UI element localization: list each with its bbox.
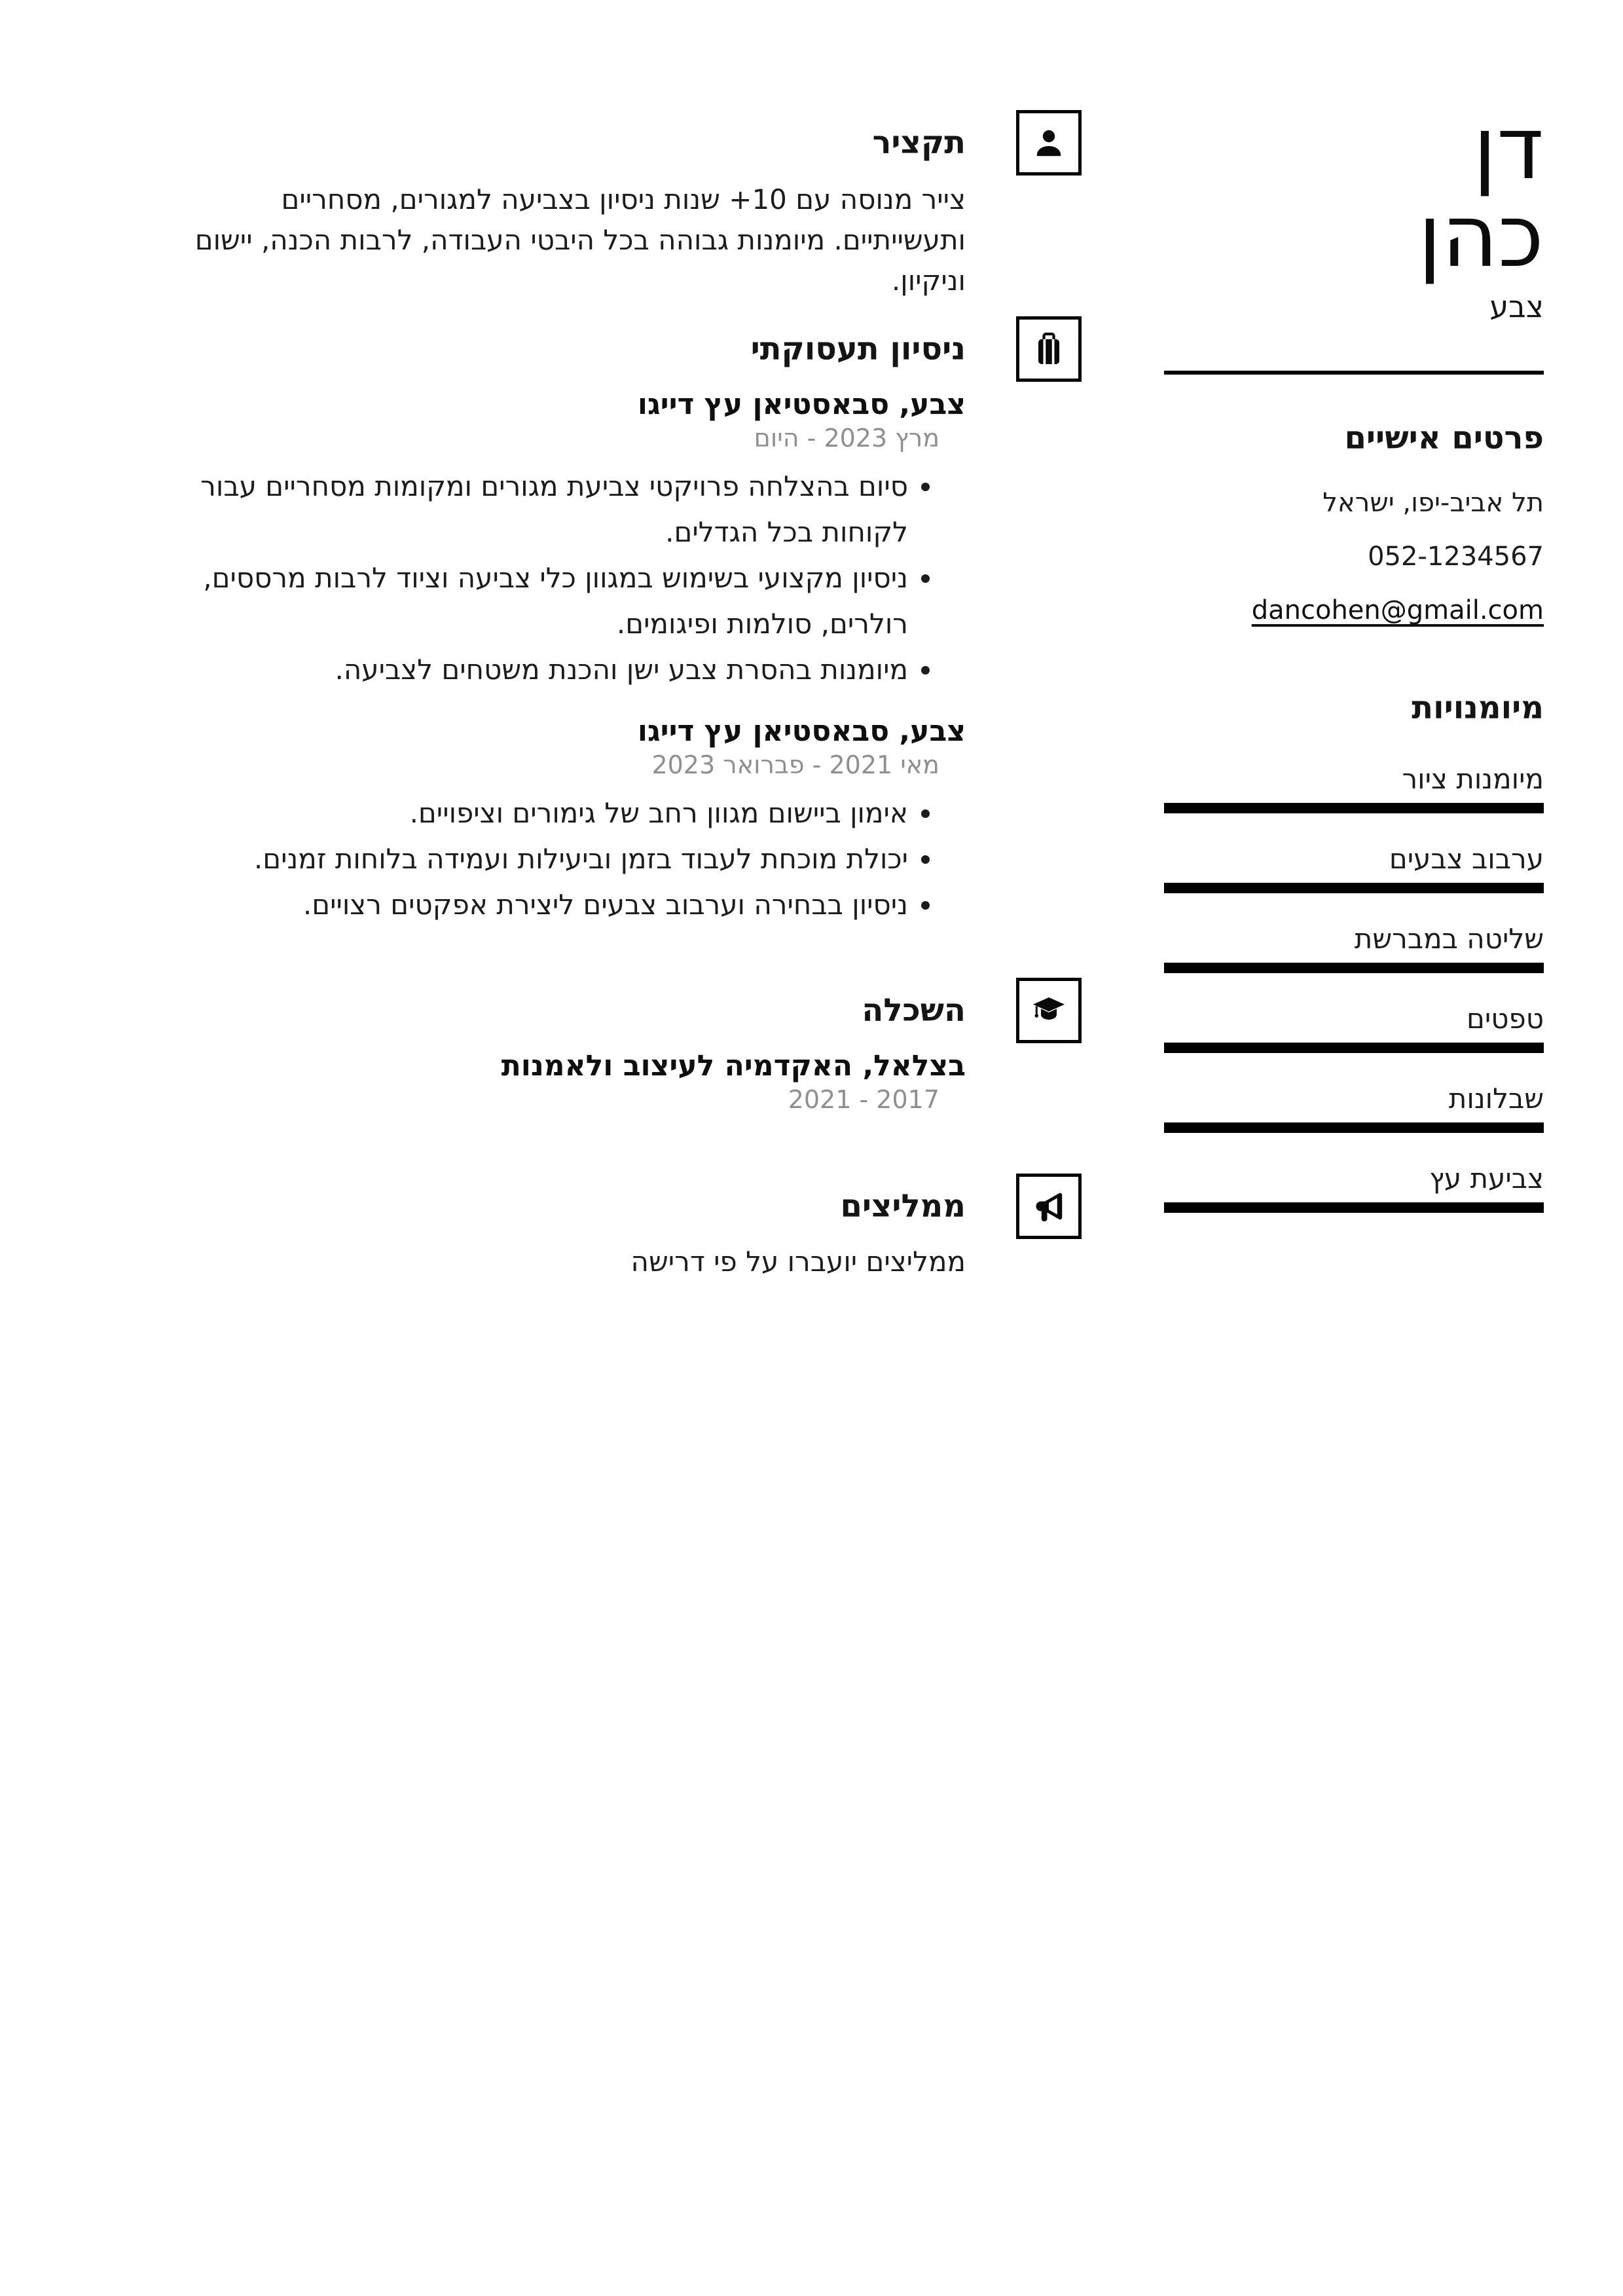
last-name: כהן xyxy=(1417,186,1544,287)
skill-row xyxy=(1164,1163,1544,1213)
skill-row xyxy=(1164,1003,1544,1053)
skill-bar-fill xyxy=(1164,883,1544,893)
sidebar-divider xyxy=(1164,371,1544,375)
skill-label: מיומנות ציור xyxy=(1402,763,1544,795)
skills-header: מיומנויות xyxy=(1412,690,1544,726)
job-title: צבע, סבאסטיאן עץ דייגו xyxy=(637,388,966,421)
skill-bar-fill xyxy=(1164,803,1544,813)
phone-text: 052-1234567 xyxy=(1368,542,1544,572)
references-title: ממליצים xyxy=(840,1188,966,1225)
personal-details-header: פרטים אישיים xyxy=(1344,420,1544,456)
skill-row xyxy=(1164,1083,1544,1133)
experience-title: ניסיון תעסוקתי xyxy=(750,331,966,367)
skill-label: שבלונות xyxy=(1448,1083,1544,1115)
skill-label: צביעת עץ xyxy=(1429,1162,1544,1194)
experience-body xyxy=(164,388,966,928)
skill-bar xyxy=(1164,883,1544,893)
education-dates: 2017 - 2021 xyxy=(788,1085,939,1114)
skill-bar xyxy=(1164,1043,1544,1053)
skill-label: ערבוב צבעים xyxy=(1389,843,1544,875)
location-text: תל אביב-יפו, ישראל xyxy=(1322,488,1544,518)
summary-body xyxy=(164,179,966,301)
skill-bar xyxy=(1164,1122,1544,1133)
skill-label: שליטה במברשת xyxy=(1354,923,1544,955)
job-title: צבע, סבאסטיאן עץ דייגו xyxy=(637,714,966,748)
skill-bar xyxy=(1164,1202,1544,1213)
skill-row xyxy=(1164,923,1544,973)
person-icon xyxy=(1016,110,1082,176)
job-bullet: • ניסיון בבחירה וערבוב צבעים ליצירת אפקטים רצויים. xyxy=(164,882,908,928)
skill-row xyxy=(1164,764,1544,813)
references-text: ממליצים יועברו על פי דרישה xyxy=(630,1246,966,1278)
briefcase-icon xyxy=(1016,316,1082,382)
job-bullet: • יכולת מוכחת לעבוד בזמן וביעילות ועמידה בלוחות זמנים. xyxy=(164,836,908,882)
candidate-name xyxy=(1164,98,1544,287)
summary-text: צייר מנוסה עם 10+ שנות ניסיון בצביעה למגורים, מסחריים ותעשייתיים. מיומנות גבוהה בכל היבטי העבודה, לרבות הכנה, יישום וניקיון. xyxy=(194,183,966,297)
megaphone-icon xyxy=(1016,1174,1082,1239)
education-body xyxy=(164,1049,966,1115)
section-references xyxy=(164,1174,1082,1310)
job-entry xyxy=(164,388,966,693)
job-bullet: • אימון ביישום מגוון רחב של גימורים וציפויים. xyxy=(164,790,908,836)
section-summary xyxy=(164,110,1082,329)
job-dates: מאי 2021 - פברואר 2023 xyxy=(651,750,939,779)
graduation-cap-icon xyxy=(1016,978,1082,1043)
section-experience xyxy=(164,316,1082,928)
job-dates: מרץ 2023 - היום xyxy=(754,424,939,453)
job-bullet: • סיום בהצלחה פרויקטי צביעת מגורים ומקומות מסחריים עבור לקוחות בכל הגדלים. xyxy=(164,464,908,555)
experience-section-header-row xyxy=(164,316,1082,382)
references-body xyxy=(164,1242,966,1282)
skills-list xyxy=(1164,764,1544,1243)
skill-bar-fill xyxy=(1164,1043,1544,1053)
skill-row xyxy=(1164,843,1544,893)
job-bullet-list xyxy=(164,464,966,693)
skill-label: טפטים xyxy=(1467,1003,1544,1035)
summary-section-header-row xyxy=(164,110,1082,176)
candidate-job-title: צבע xyxy=(1489,289,1544,324)
summary-title: תקציר xyxy=(872,124,966,161)
skill-bar xyxy=(1164,803,1544,813)
section-education xyxy=(164,978,1082,1115)
job-bullet: • ניסיון מקצועי בשימוש במגוון כלי צביעה וציוד לרבות מרססים, רולרים, סולמות ופיגומים. xyxy=(164,555,908,647)
references-section-header-row xyxy=(164,1174,1082,1239)
job-bullet: • מיומנות בהסרת צבע ישן והכנת משטחים לצביעה. xyxy=(164,647,908,693)
job-entry xyxy=(164,714,966,928)
skill-bar-fill xyxy=(1164,963,1544,973)
education-title: השכלה xyxy=(862,992,966,1029)
personal-details-list xyxy=(1164,489,1544,650)
skill-bar-fill xyxy=(1164,1122,1544,1133)
skill-bar-fill xyxy=(1164,1202,1544,1213)
school-name: בצלאל, האקדמיה לעיצוב ולאמנות xyxy=(501,1049,966,1083)
education-section-header-row xyxy=(164,978,1082,1043)
first-name: דן xyxy=(1472,98,1544,199)
email-link[interactable]: dancohen@gmail.com xyxy=(1251,595,1544,625)
job-bullet-list xyxy=(164,790,966,928)
skill-bar xyxy=(1164,963,1544,973)
